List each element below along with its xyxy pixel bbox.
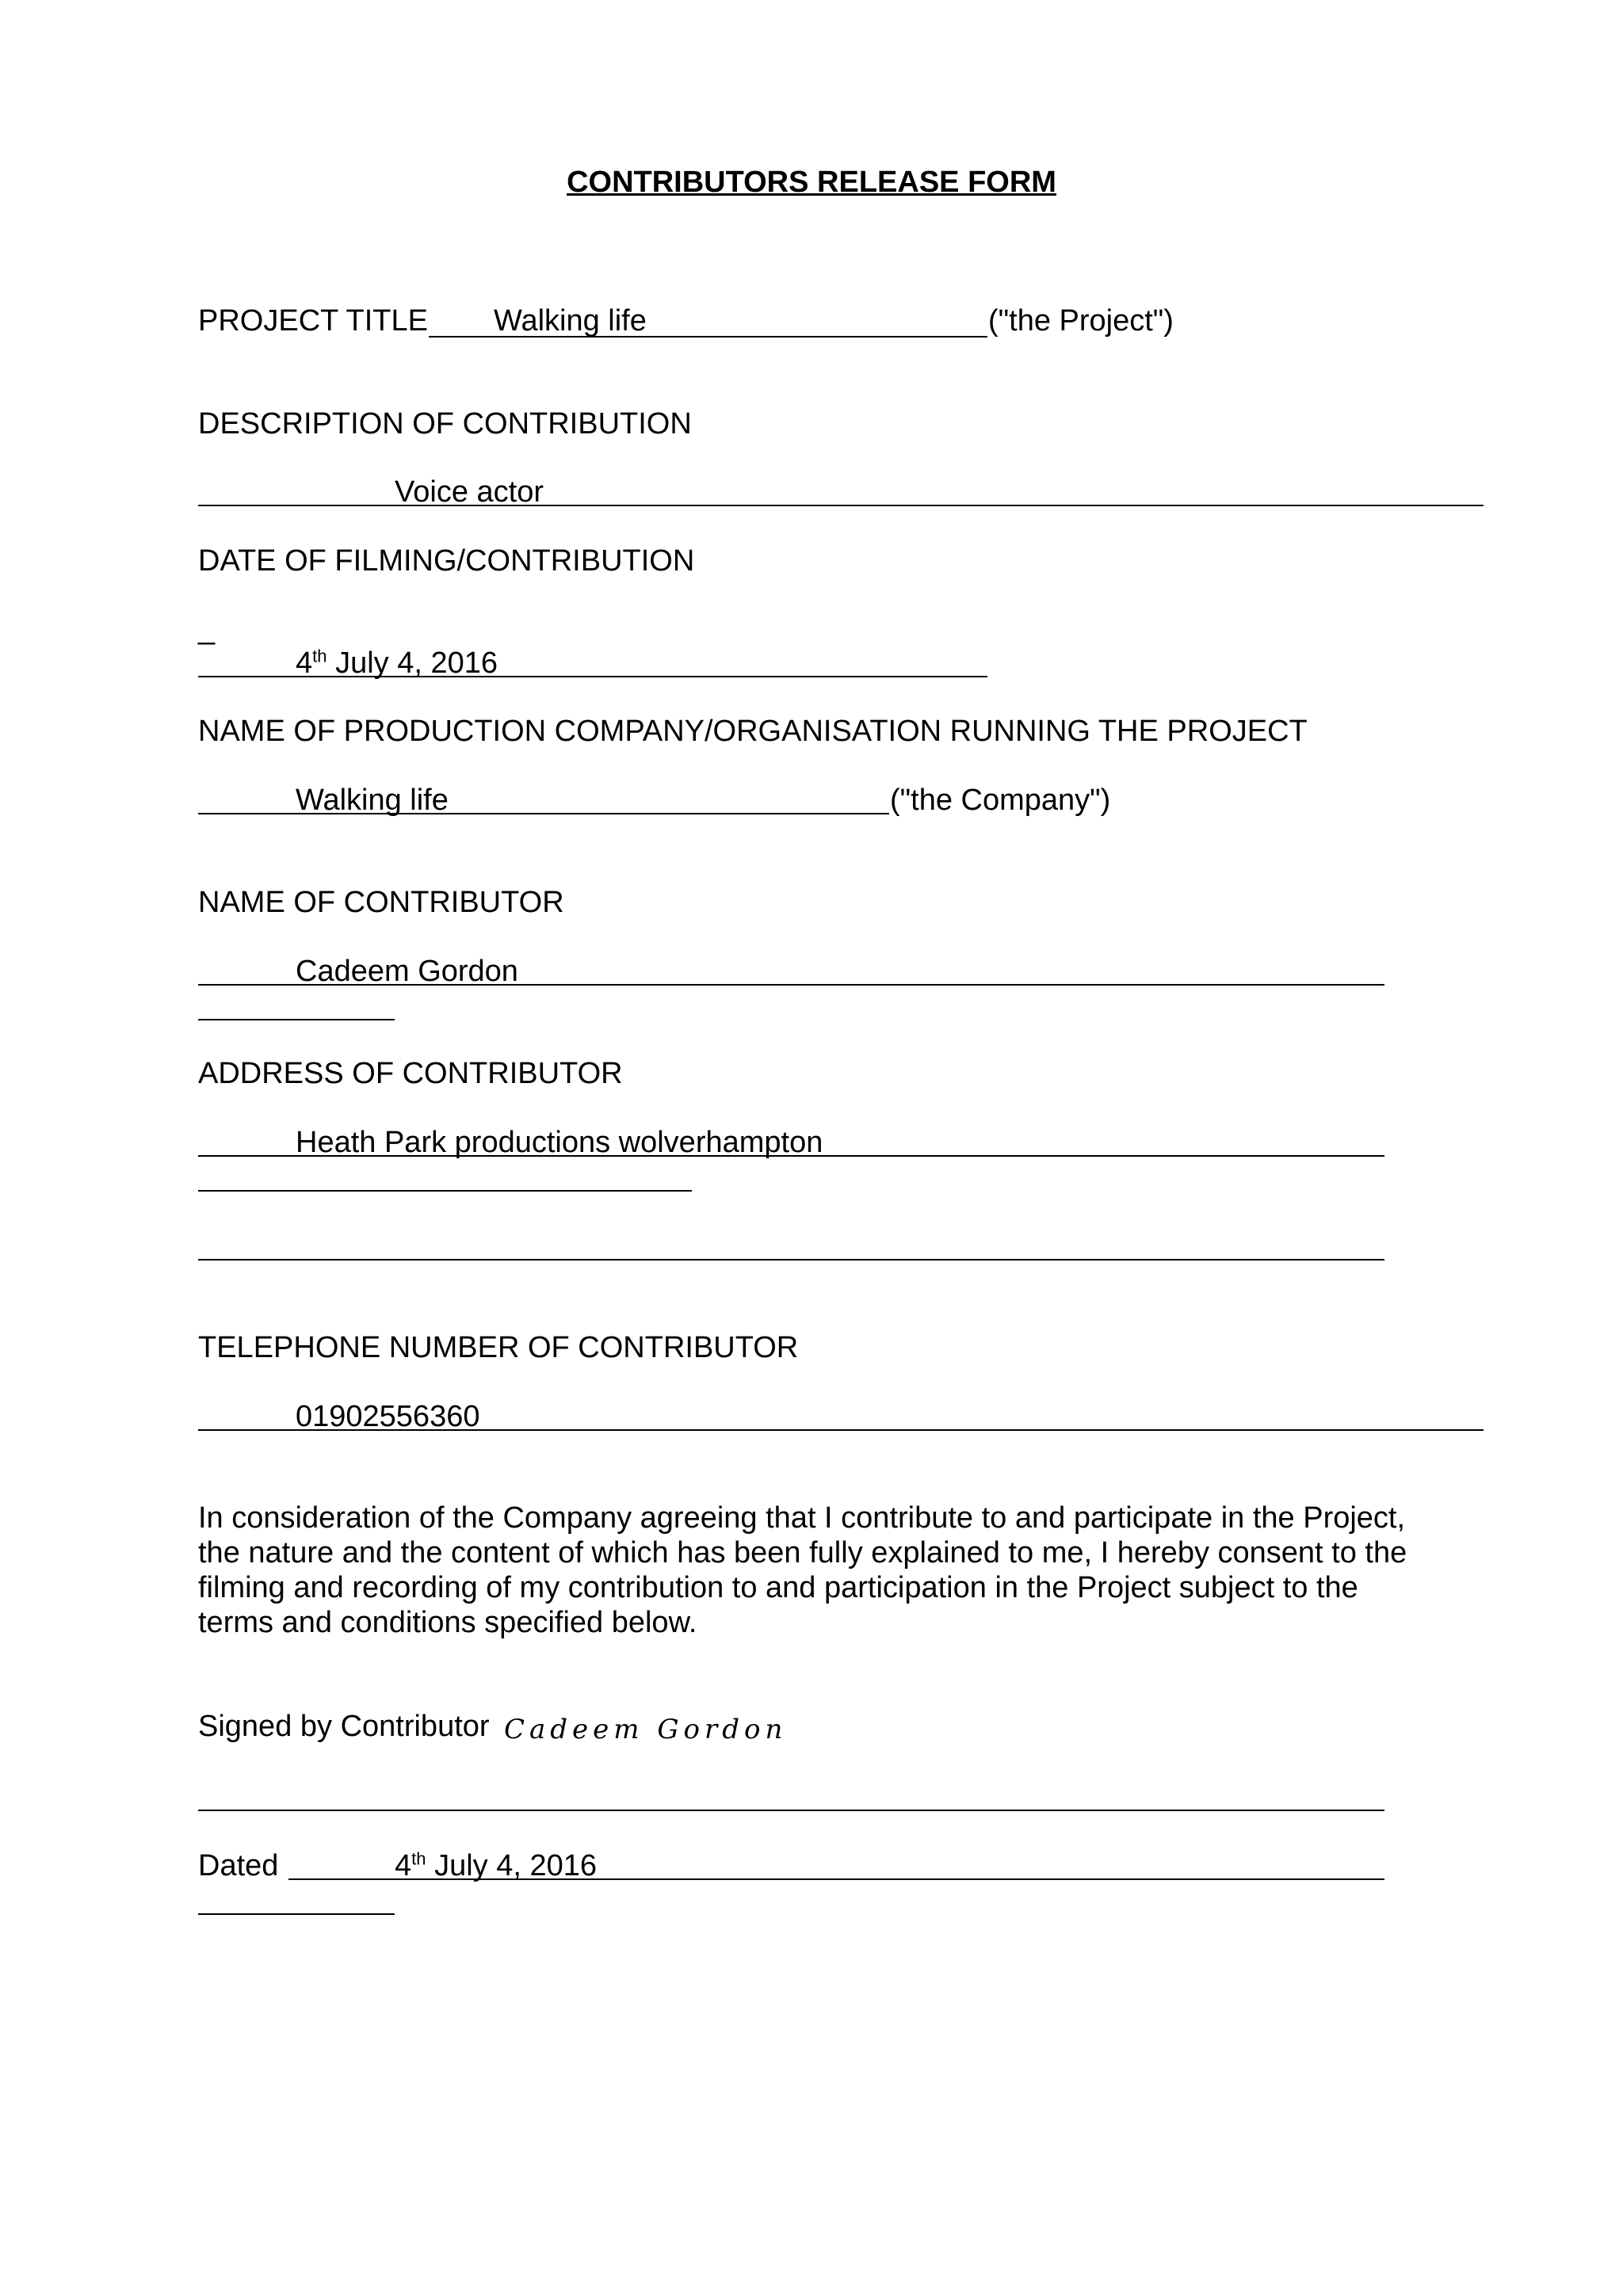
- contributor-address-label: ADDRESS OF CONTRIBUTOR: [198, 1057, 623, 1090]
- dated-value: July 4, 2016: [434, 1849, 597, 1882]
- consent-line-2: the nature and the content of which has been fully explained to me, I hereby consent to the: [198, 1536, 1407, 1569]
- consent-line-4: terms and conditions specified below.: [198, 1606, 697, 1639]
- dated-underline-continued: [198, 1913, 395, 1915]
- consent-line-1: In consideration of the Company agreeing that I contribute to and participate in the Project,: [198, 1501, 1406, 1535]
- signature-value[interactable]: Cadeem Gordon: [504, 1714, 788, 1745]
- contributor-name-label: NAME OF CONTRIBUTOR: [198, 886, 564, 919]
- date-filming-day-suffix: th: [312, 646, 327, 666]
- contributor-address-underline-continued: [198, 1190, 692, 1192]
- date-filming-value: July 4, 2016: [335, 646, 498, 680]
- dated-value-group[interactable]: [395, 1848, 597, 1883]
- company-suffix: ("the Company"): [890, 784, 1111, 817]
- contributor-address-value[interactable]: Heath Park productions wolverhampton: [296, 1126, 823, 1159]
- dated-label: Dated: [198, 1849, 279, 1882]
- company-label: NAME OF PRODUCTION COMPANY/ORGANISATION RUNNING THE PROJECT: [198, 715, 1308, 748]
- dated-day-suffix: th: [411, 1848, 426, 1869]
- project-title-suffix: ("the Project"): [988, 304, 1174, 338]
- contributor-phone-value[interactable]: 01902556360: [296, 1400, 480, 1433]
- contributor-phone-label: TELEPHONE NUMBER OF CONTRIBUTOR: [198, 1331, 799, 1364]
- date-filming-label: DATE OF FILMING/CONTRIBUTION: [198, 544, 695, 578]
- consent-paragraph: [198, 1501, 1466, 1640]
- date-filming-value-group[interactable]: [296, 646, 498, 681]
- description-underline: [198, 505, 1484, 506]
- contributor-name-value[interactable]: Cadeem Gordon: [296, 955, 518, 988]
- description-label: DESCRIPTION OF CONTRIBUTION: [198, 407, 692, 441]
- date-filming-day: 4: [296, 646, 313, 680]
- project-title-value[interactable]: Walking life: [494, 304, 647, 338]
- signature-label: Signed by Contributor: [198, 1710, 490, 1743]
- contributor-name-underline-continued: [198, 1019, 395, 1020]
- project-title-label: PROJECT TITLE: [198, 304, 428, 338]
- description-value[interactable]: Voice actor: [395, 475, 544, 509]
- signature-line: [198, 1810, 1384, 1811]
- consent-line-3: filming and recording of my contribution to and participation in the Project subject to the: [198, 1571, 1358, 1604]
- date-filming-stray-mark: _: [198, 612, 216, 646]
- dated-day: 4: [395, 1849, 412, 1882]
- contributor-address-extra-line: [198, 1259, 1384, 1261]
- form-title: CONTRIBUTORS RELEASE FORM: [567, 166, 1056, 199]
- company-value[interactable]: Walking life: [296, 784, 449, 817]
